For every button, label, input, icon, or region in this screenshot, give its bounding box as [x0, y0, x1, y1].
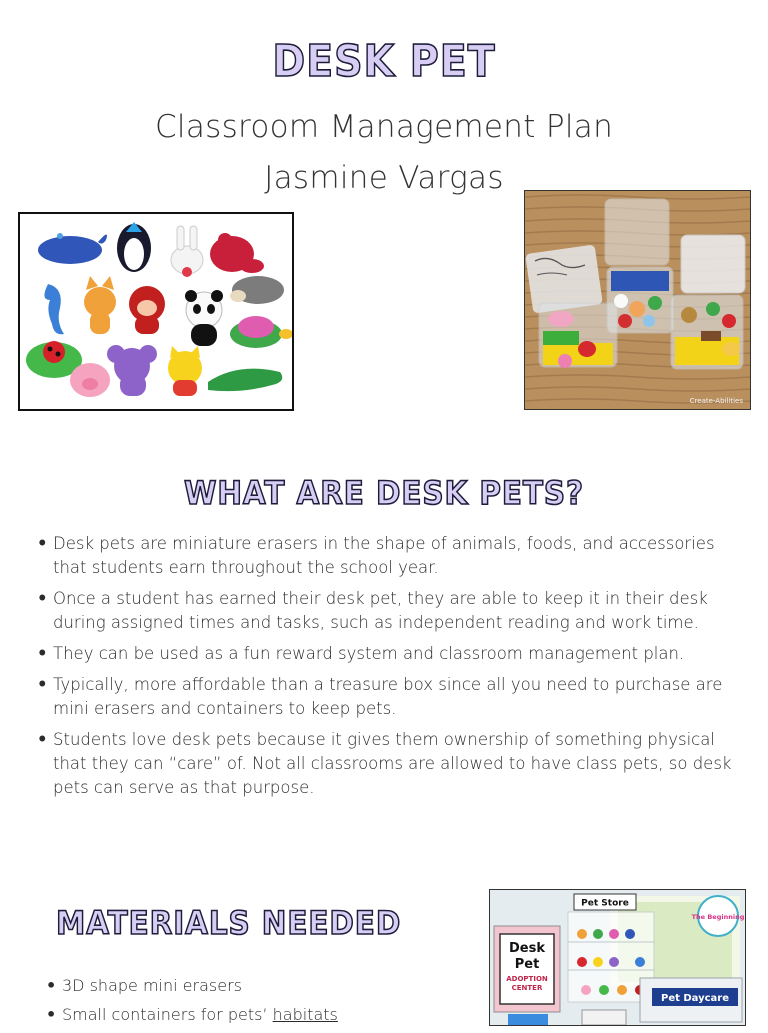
desk-pets-description-list: [37, 532, 737, 807]
material-emphasis: habitats: [272, 1005, 338, 1024]
list-item: • Desk pets are miniature erasers in the shape of animals, foods, and accessories that students earn throughout the school year.: [37, 532, 737, 580]
sign-desk: Desk: [509, 941, 545, 956]
sign-pet-daycare: Pet Daycare: [660, 993, 730, 1004]
sign-pet: Pet: [514, 957, 540, 972]
photo-watermark: Create-Abilities: [689, 397, 743, 405]
containers-photo: [524, 190, 751, 410]
materials-list: [46, 975, 476, 1033]
list-item: • Once a student has earned their desk pet, they are able to keep it in their desk during assigned times and tasks, such as independent reading and work time.: [37, 587, 737, 635]
author-name: Jasmine Vargas: [264, 160, 504, 196]
badge-text: The Beginning: [691, 913, 745, 921]
page-title: DESK PET: [272, 36, 496, 87]
list-item: [46, 1004, 476, 1026]
what-are-desk-pets-heading: WHAT ARE DESK PETS?: [183, 474, 585, 512]
list-item: • They can be used as a fun reward system and classroom management plan.: [37, 642, 737, 666]
sign-adoption: ADOPTION: [506, 975, 548, 983]
sign-pet-store: Pet Store: [581, 898, 629, 909]
materials-needed-heading: MATERIALS NEEDED: [56, 904, 402, 942]
subtitle-plan: Classroom Management Plan: [154, 109, 614, 145]
sign-center: CENTER: [511, 984, 543, 992]
pet-store-illustration: [490, 890, 745, 1025]
material-text: 3D shape mini erasers: [62, 976, 242, 995]
pet-store-photo: [489, 889, 746, 1026]
erasers-photo: [18, 212, 294, 411]
containers-illustration: [525, 191, 750, 409]
material-text: Small containers for pets’: [62, 1005, 273, 1024]
list-item: • Typically, more affordable than a treasure box since all you need to purchase are mini erasers and containers to keep pets.: [37, 673, 737, 721]
list-item: [46, 975, 476, 997]
list-item: • Students love desk pets because it gives them ownership of something physical that they can “care” of. Not all classrooms are allowed to have class pets, so desk pets can serve as that purpose.: [37, 728, 737, 800]
erasers-illustration: [20, 214, 292, 409]
